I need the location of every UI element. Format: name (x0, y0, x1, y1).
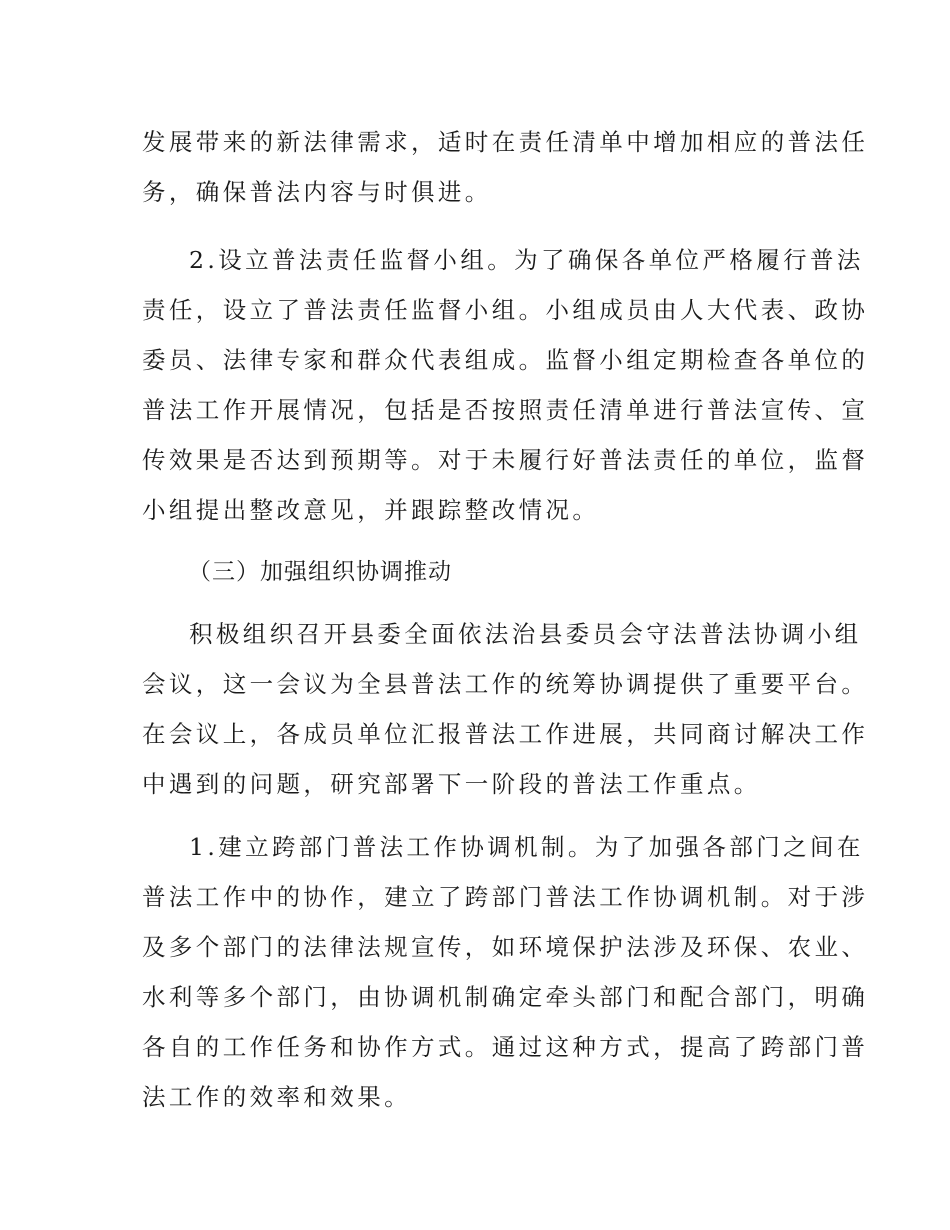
text-line: 水利等多个部门，由协调机制确定牵头部门和配合部门，明确 (142, 983, 869, 1011)
text-line: 传效果是否达到预期等。对于未履行好普法责任的单位，监督 (142, 446, 869, 474)
text-line: 法工作的效率和效果。 (142, 1083, 411, 1111)
paragraph-cross-department (142, 822, 869, 1122)
paragraph-continuation (142, 117, 869, 217)
text-line: 中遇到的问题，研究部署下一阶段的普法工作重点。 (142, 770, 761, 798)
text-line: 积极组织召开县委全面依法治县委员会守法普法协调小组 (189, 620, 862, 648)
text-line: 在会议上，各成员单位汇报普法工作进展，共同商讨解决工作 (142, 720, 869, 748)
text-line: 及多个部门的法律法规宣传，如环境保护法涉及环保、农业、 (142, 933, 869, 961)
section-heading: （三）加强组织协调推动 (188, 559, 452, 585)
text-line: 会议，这一会议为全县普法工作的统筹协调提供了重要平台。 (142, 670, 869, 698)
text-line: 普法工作中的协作，建立了跨部门普法工作协调机制。对于涉 (142, 883, 869, 911)
paragraph-coordination-meeting (142, 609, 869, 809)
text-line: 2.设立普法责任监督小组。为了确保各单位严格履行普法 (189, 246, 864, 274)
text-line: 普法工作开展情况，包括是否按照责任清单进行普法宣传、宣 (142, 396, 869, 424)
paragraph-supervision-group (142, 235, 869, 535)
text-line: 委员、法律专家和群众代表组成。监督小组定期检查各单位的 (142, 346, 869, 374)
text-line: 小组提出整改意见，并跟踪整改情况。 (142, 496, 600, 524)
text-line: 各自的工作任务和协作方式。通过这种方式，提高了跨部门普 (142, 1033, 869, 1061)
text-line: 1.建立跨部门普法工作协调机制。为了加强各部门之间在 (189, 833, 864, 861)
text-line: 责任，设立了普法责任监督小组。小组成员由人大代表、政协 (142, 296, 869, 324)
text-line: 发展带来的新法律需求，适时在责任清单中增加相应的普法任 (142, 128, 869, 156)
text-line: 务，确保普法内容与时俱进。 (142, 178, 492, 206)
